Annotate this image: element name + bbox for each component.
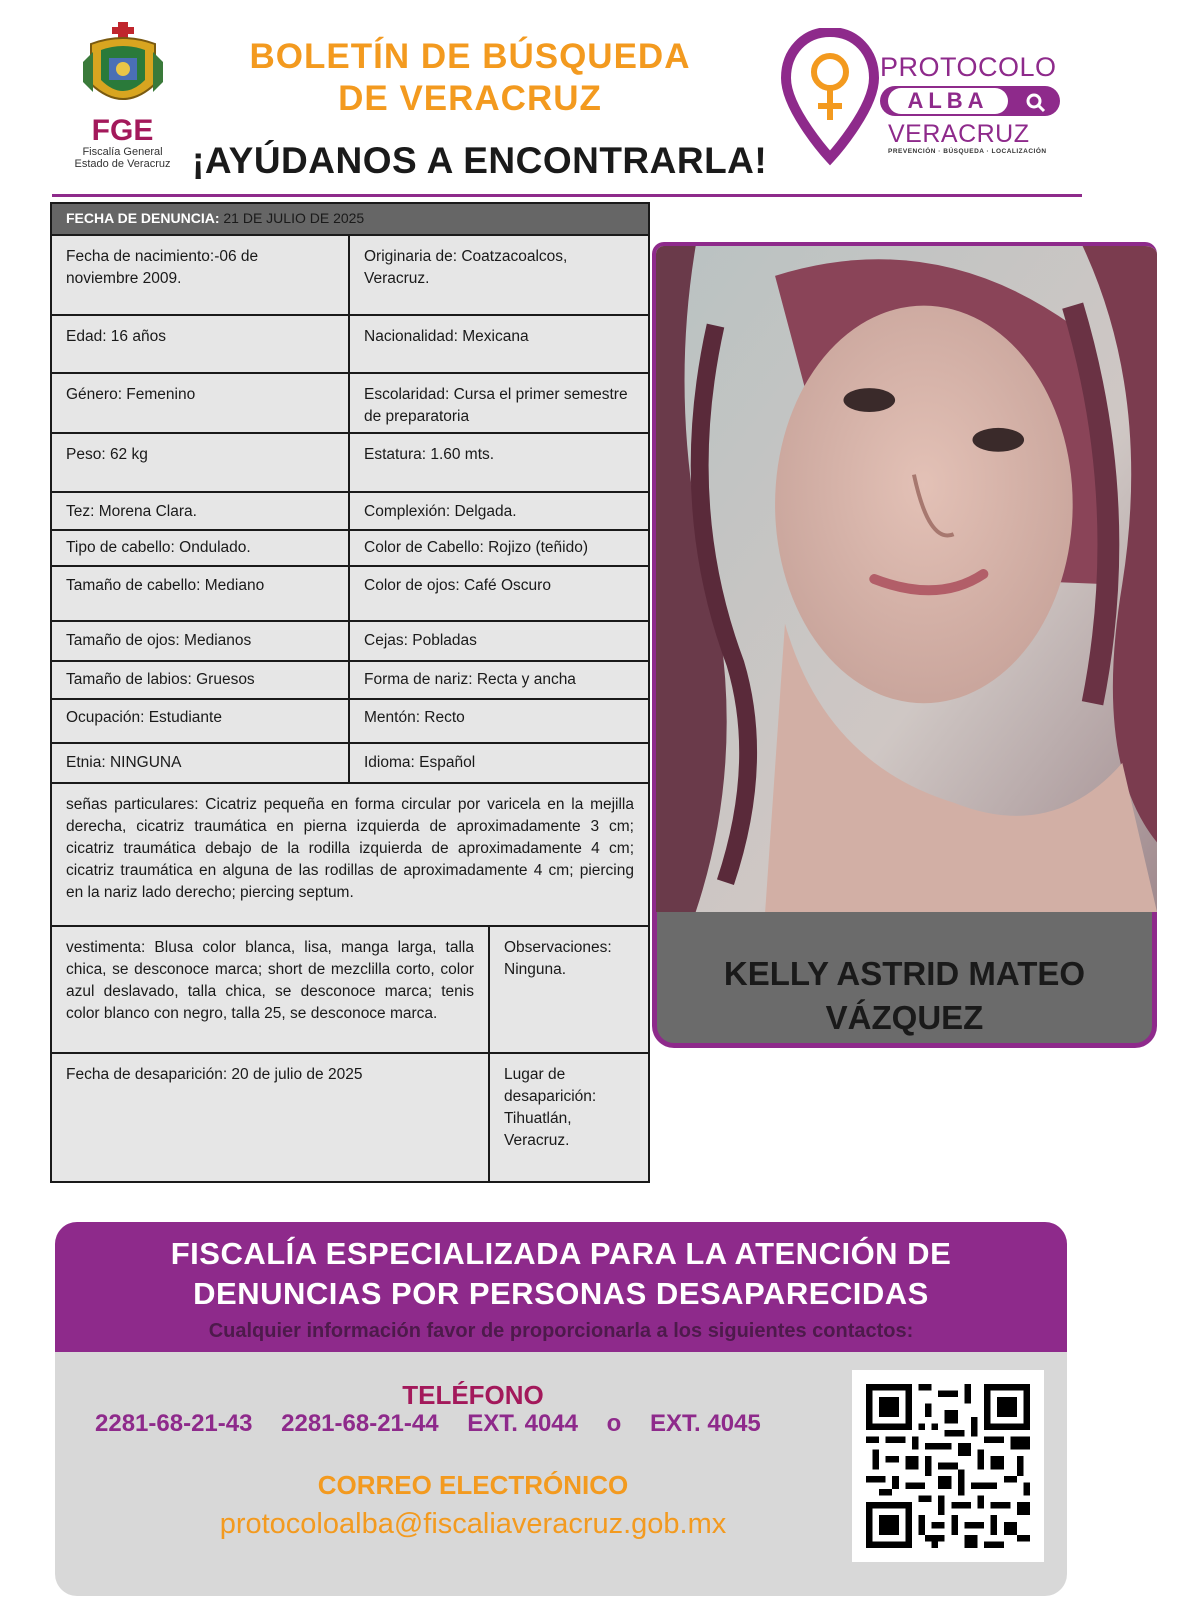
- table-cell: Etnia: NINGUNA: [52, 744, 350, 782]
- qr-code[interactable]: [852, 1370, 1044, 1562]
- protocolo-alba-logo: [780, 28, 1080, 168]
- table-cell: Color de ojos: Café Oscuro: [364, 577, 551, 594]
- table-row: [52, 744, 648, 784]
- missing-person-photo: [652, 242, 1157, 912]
- table-cell: Nacionalidad: Mexicana: [364, 328, 529, 345]
- table-cell: Fecha de nacimiento:-06 de noviembre 2009.: [52, 236, 350, 314]
- person-name-line1: KELLY ASTRID MATEO: [723, 955, 1086, 992]
- report-date-row: [52, 204, 648, 236]
- table-row: [52, 434, 648, 493]
- observations-text: Observaciones: Ninguna.: [504, 939, 612, 978]
- protocol-tagline: PREVENCIÓN · BÚSQUEDA · LOCALIZACIÓN: [888, 148, 1047, 155]
- table-row: [52, 662, 648, 700]
- particular-signs-text: señas particulares: Cicatriz pequeña en forma circular por varicela en la mejilla derecha, cicatriz traumática en pierna izquierda de aproximadamente 3 cm; cicatriz traumática debajo de la rodilla izquierda de aproximadamente 4 cm; cicatriz traumática en alguna de las rodillas de aproximadamente 4 cm; piercing en la nariz lado derecho; piercing septum.: [66, 796, 634, 901]
- extension-separator: o: [606, 1410, 622, 1437]
- table-cell: Forma de nariz: Recta y ancha: [364, 671, 576, 688]
- person-info-table: [50, 202, 650, 1183]
- bulletin-subtitle: ¡AYÚDANOS A ENCONTRARLA!: [192, 140, 768, 181]
- table-cell: Estatura: 1.60 mts.: [364, 446, 495, 463]
- portrait-image: [656, 246, 1157, 912]
- qr-code-icon: [866, 1384, 1030, 1548]
- table-row: [52, 622, 648, 662]
- veracruz-coat-of-arms-icon: [83, 22, 163, 114]
- table-cell: Idioma: Español: [364, 754, 476, 771]
- table-cell: Complexión: Delgada.: [364, 503, 517, 520]
- report-date-label: FECHA DE DENUNCIA:: [66, 210, 220, 226]
- table-cell: Mentón: Recto: [364, 709, 465, 726]
- footer-note: Cualquier información favor de proporcionarla a los siguientes contactos:: [208, 1320, 914, 1342]
- email-label: CORREO ELECTRÓNICO: [317, 1470, 629, 1500]
- person-name-box: [652, 912, 1157, 1048]
- search-icon: [1024, 91, 1048, 115]
- table-row: [52, 567, 648, 622]
- email-link[interactable]: protocoloalba@fiscaliaveracruz.gob.mx: [219, 1508, 727, 1540]
- footer-banner: [55, 1222, 1067, 1352]
- table-row: [52, 531, 648, 567]
- phone-number-1[interactable]: 2281-68-21-43: [95, 1410, 253, 1437]
- header-divider: [52, 194, 1082, 197]
- particular-signs-row: [52, 784, 648, 927]
- phone-numbers: [95, 1410, 783, 1438]
- phone-number-2[interactable]: 2281-68-21-44: [281, 1410, 439, 1437]
- table-cell: Tamaño de cabello: Mediano: [52, 567, 350, 620]
- disappearance-date-text: Fecha de desaparición: 20 de julio de 2025: [52, 1054, 490, 1181]
- clothing-row: [52, 927, 648, 1054]
- table-row: [52, 374, 648, 434]
- table-row: [52, 493, 648, 531]
- phone-label: TELÉFONO: [402, 1380, 544, 1410]
- bulletin-title: [200, 36, 740, 120]
- person-name-line2: VÁZQUEZ: [825, 999, 984, 1036]
- table-cell: Color de Cabello: Rojizo (teñido): [364, 539, 589, 556]
- bulletin-title-line2: DE VERACRUZ: [338, 79, 602, 118]
- table-cell: Tamaño de labios: Gruesos: [52, 662, 350, 698]
- table-cell: Escolaridad: Cursa el primer semestre de preparatoria: [364, 386, 628, 425]
- table-cell: Tamaño de ojos: Medianos: [52, 622, 350, 660]
- table-row: [52, 316, 648, 374]
- table-row: [52, 236, 648, 316]
- report-date-value: 21 DE JULIO DE 2025: [223, 210, 365, 226]
- table-cell: Peso: 62 kg: [52, 434, 350, 491]
- bulletin-title-line1: BOLETÍN DE BÚSQUEDA: [249, 37, 691, 76]
- footer-title-line1: FISCALÍA ESPECIALIZADA PARA LA ATENCIÓN DE: [170, 1236, 952, 1271]
- extension-2: EXT. 4045: [650, 1410, 761, 1437]
- table-cell: Ocupación: Estudiante: [52, 700, 350, 742]
- disappearance-row: [52, 1054, 648, 1181]
- fge-logo: [60, 22, 185, 182]
- table-cell: Tipo de cabello: Ondulado.: [52, 531, 350, 565]
- table-cell: Originaria de: Coatzacoalcos, Veracruz.: [364, 248, 568, 287]
- fge-acronym: FGE: [91, 114, 154, 147]
- alba-word: ALBA: [888, 88, 1008, 114]
- fge-name-line1: Fiscalía General: [82, 146, 163, 158]
- clothing-text: vestimenta: Blusa color blanca, lisa, manga larga, talla chica, se desconoce marca; short de mezclilla corto, color azul deslavado, talla chica, se desconoce marca; tenis color blanco con negro, talla 25, se desconoce marca.: [52, 927, 490, 1052]
- protocolo-word: PROTOCOLO: [880, 52, 1057, 82]
- disappearance-place-text: Lugar de desaparición: Tihuatlán, Veracruz.: [504, 1066, 597, 1149]
- fge-name-line2: Estado de Veracruz: [74, 158, 171, 170]
- table-cell: Género: Femenino: [52, 374, 350, 432]
- table-cell: Cejas: Pobladas: [364, 632, 477, 649]
- veracruz-word: VERACRUZ: [888, 120, 1030, 148]
- location-pin-female-icon: [780, 28, 880, 168]
- table-cell: Edad: 16 años: [52, 316, 350, 372]
- footer-title-line2: DENUNCIAS POR PERSONAS DESAPARECIDAS: [193, 1276, 929, 1311]
- table-cell: Tez: Morena Clara.: [52, 493, 350, 529]
- extension-1: EXT. 4044: [467, 1410, 578, 1437]
- footer-title: [55, 1222, 1067, 1314]
- table-row: [52, 700, 648, 744]
